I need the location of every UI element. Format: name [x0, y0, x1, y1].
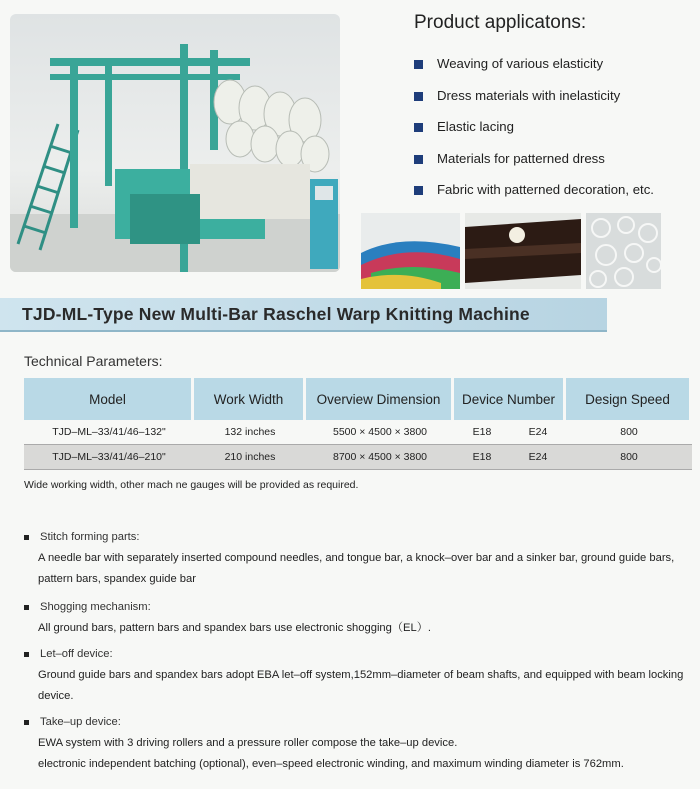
application-label: Weaving of various elasticity — [437, 56, 604, 71]
fabric-photo-lace — [586, 213, 661, 289]
list-item — [414, 151, 654, 183]
column-header-overview-dimension: Overview Dimension — [306, 378, 454, 420]
fabric-photo-dark — [465, 213, 581, 289]
applications-title: Product applicatons: — [414, 12, 587, 33]
cell-device-b: E24 — [510, 420, 566, 444]
spec-heading: Shogging mechanism: — [40, 601, 151, 613]
bullet-icon — [24, 720, 29, 725]
spec-text: All ground bars, pattern bars and spandex bars use electronic shogging（EL）. — [38, 622, 432, 634]
cell-model: TJD–ML–33/41/46–132" — [24, 420, 194, 444]
spec-text: A needle bar with separately inserted compound needles, and tongue bar, a knock–over bar and a sinker bar, ground guide bars, pattern bars, spandex guide bar — [38, 552, 675, 585]
spec-heading: Take–up device: — [40, 716, 121, 728]
column-header-work-width: Work Width — [194, 378, 306, 420]
page-title: TJD-ML-Type New Multi-Bar Raschel Warp Knitting Machine — [22, 304, 530, 324]
square-bullet-icon — [414, 123, 423, 132]
application-label: Fabric with patterned decoration, etc. — [437, 182, 654, 198]
bullet-icon — [24, 605, 29, 610]
list-item — [414, 182, 654, 214]
bullet-icon — [24, 652, 29, 657]
cell-speed: 800 — [566, 444, 692, 470]
square-bullet-icon — [414, 92, 423, 101]
square-bullet-icon — [414, 155, 423, 164]
column-header-design-speed: Design Speed — [566, 378, 692, 420]
square-bullet-icon — [414, 186, 423, 195]
cell-model: TJD–ML–33/41/46–210" — [24, 444, 194, 470]
cell-dimension: 5500 × 4500 × 3800 — [306, 420, 454, 444]
spec-stitch-forming — [24, 531, 684, 590]
spec-heading: Stitch forming parts: — [40, 531, 140, 543]
spec-text: Ground guide bars and spandex bars adopt EBA let–off system,152mm–diameter of beam shafts, and equipped with beam locking device. — [38, 669, 684, 702]
spec-let-off — [24, 648, 684, 707]
cell-dimension: 8700 × 4500 × 3800 — [306, 444, 454, 470]
cell-device-a: E18 — [454, 420, 510, 444]
table-note: Wide working width, other mach ne gauges will be provided as required. — [24, 479, 359, 491]
column-header-device-number: Device Number — [454, 378, 566, 420]
bullet-icon — [24, 535, 29, 540]
list-item — [414, 88, 654, 120]
table-row — [24, 420, 692, 444]
cell-width: 210 inches — [194, 444, 306, 470]
spec-take-up — [24, 716, 684, 775]
spec-text: EWA system with 3 driving rollers and a pressure roller compose the take–up device. electronic independent batching (optional), even–speed electronic winding, and maximum winding diameter is 762mm. — [38, 737, 624, 770]
applications-list — [414, 56, 654, 214]
table-header-row — [24, 378, 692, 420]
cell-width: 132 inches — [194, 420, 306, 444]
spec-heading: Let–off device: — [40, 648, 113, 660]
cell-device-a: E18 — [454, 444, 510, 470]
list-item — [414, 56, 654, 88]
table-row — [24, 444, 692, 470]
fabric-photo-colored — [361, 213, 460, 289]
title-banner — [0, 298, 607, 332]
machine-photo — [10, 14, 340, 272]
cell-device-b: E24 — [510, 444, 566, 470]
technical-parameters-title: Technical Parameters: — [24, 353, 163, 369]
application-label: Materials for patterned dress — [437, 150, 605, 166]
square-bullet-icon — [414, 60, 423, 69]
application-label: Dress materials with inelasticity — [437, 87, 621, 103]
cell-speed: 800 — [566, 420, 692, 444]
column-header-model: Model — [24, 378, 194, 420]
list-item — [414, 119, 654, 151]
application-label: Elastic lacing — [437, 119, 514, 135]
spec-shogging — [24, 601, 684, 639]
parameters-table — [24, 378, 692, 470]
